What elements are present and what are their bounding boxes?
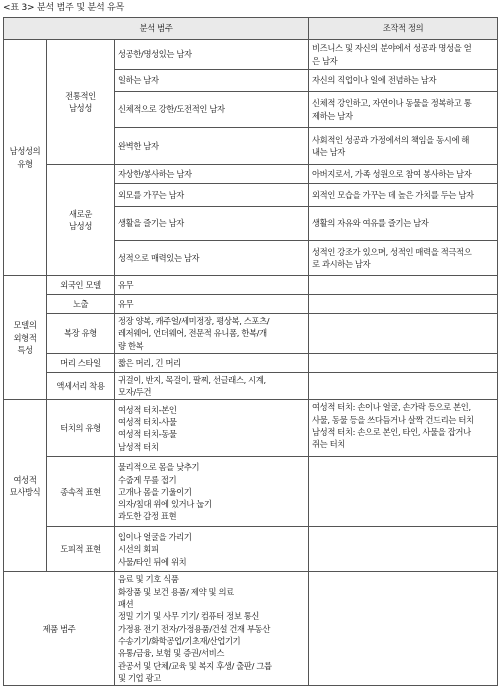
expression-items-line: 여성적 터치-동물: [118, 429, 177, 440]
expression-items-line: 사물/타인 뒤에 위치: [118, 556, 187, 567]
appearance-items: [115, 372, 309, 400]
header-row: [4, 18, 498, 40]
expression-sub: [47, 457, 115, 527]
appearance-sub-line: 액세서리 착용: [56, 381, 105, 392]
masculinity-definition-line: 은 남자: [312, 55, 338, 66]
masculinity-item-line: 자상한/봉사하는 남자: [118, 168, 192, 179]
appearance-items-line: 짧은 머리, 긴 머리: [118, 357, 181, 368]
appearance-items-line: 모자/두건: [118, 387, 152, 398]
masculinity-item-line: 외모를 가꾸는 남자: [118, 189, 184, 200]
expression-items-line: 남성적 터치: [118, 441, 159, 452]
masculinity-definition-line: 외적인 모습을 가꾸는 데 높은 가치를 두는 남자: [312, 189, 474, 200]
masculinity-definition: [309, 207, 498, 241]
expression-sub: [47, 400, 115, 457]
table-row: [4, 527, 498, 572]
appearance-items: [115, 295, 309, 314]
header-definition: [309, 18, 498, 40]
appearance-items-line: 유무: [118, 298, 134, 309]
product-items-line: 가정용 전기 전자/가정용품/건설 건재 부동산: [118, 623, 271, 634]
masculinity-definition-line: 성적인 강조가 있으며, 성적인 매력을 적극적으: [312, 246, 472, 257]
appearance-sub: [47, 372, 115, 400]
masculinity-definition-line: 아버지로서, 가족 성원으로 참여 봉사하는 남자: [312, 168, 472, 179]
traditional-label: [47, 40, 115, 165]
masculinity-definition: [309, 92, 498, 128]
product-items-line: 관공서 및 단체/교육 및 복지 후생/ 출판/ 그룹: [118, 660, 272, 671]
masculinity-label: [4, 40, 47, 276]
header-definition-line: 조작적 정의: [382, 23, 424, 34]
masculinity-definition: [309, 165, 498, 184]
expression-label-line: 여성적: [13, 474, 37, 485]
expression-definition-line: 남성적 터치: 손으로 본인, 타인, 사물을 잡거나: [312, 427, 471, 438]
expression-items-line: 과도한 감정 표현: [118, 511, 177, 522]
expression-items-line: 여성적 터치-본인: [118, 404, 177, 415]
expression-definition: [309, 527, 498, 572]
traditional-label-line: 전통적인: [65, 90, 96, 101]
table-row: [4, 276, 498, 295]
masculinity-definition-line: 자신의 직업이나 일에 전념하는 남자: [312, 75, 437, 86]
header-category: [4, 18, 309, 40]
product-label-line: 제품 범주: [42, 623, 76, 634]
header-category-line: 분석 범주: [139, 23, 173, 34]
appearance-definition: [309, 372, 498, 400]
table-row: [4, 353, 498, 372]
table-row: [4, 165, 498, 184]
expression-sub-line: 도피적 표현: [60, 544, 101, 555]
table-row: [4, 572, 498, 686]
product-items-line: 패션: [118, 599, 134, 610]
expression-items: [115, 457, 309, 527]
expression-sub-line: 터치의 유형: [60, 423, 101, 434]
masculinity-item: [115, 165, 309, 184]
masculinity-item-line: 일하는 남자: [118, 75, 159, 86]
masculinity-definition-line: 생활의 자유와 여유를 즐기는 남자: [312, 218, 429, 229]
analysis-table: [3, 17, 498, 686]
expression-items-line: 고개나 몸을 기울이기: [118, 486, 192, 497]
expression-items-line: 수줍게 무릎 접기: [118, 474, 177, 485]
appearance-definition: [309, 314, 498, 354]
masculinity-definition-line: 제하는 남자: [312, 110, 353, 121]
masculinity-item: [115, 92, 309, 128]
product-items-line: 정밀 기기 및 사무 기기/ 컴퓨터 정보 통신: [118, 611, 260, 622]
appearance-definition: [309, 276, 498, 295]
table-row: [4, 314, 498, 354]
product-label: [4, 572, 115, 686]
masculinity-definition: [309, 70, 498, 92]
appearance-sub: [47, 276, 115, 295]
appearance-items-line: 유무: [118, 279, 134, 290]
appearance-items: [115, 353, 309, 372]
masculinity-definition-line: 내는 남자: [312, 147, 345, 157]
appearance-items-line: 귀걸이, 반지, 목걸이, 팔찌, 선글래스, 시계,: [118, 374, 266, 385]
appearance-label-line: 특성: [17, 344, 33, 355]
expression-sub-line: 종속적 표현: [60, 486, 101, 497]
expression-items-line: 입이나 얼굴을 가리기: [118, 532, 192, 543]
appearance-label-line: 모델의: [13, 320, 37, 331]
product-items-line: 음료 및 기호 식품: [118, 574, 179, 585]
masculinity-item: [115, 241, 309, 276]
table-row: [4, 295, 498, 314]
new-label: [47, 165, 115, 276]
appearance-definition: [309, 295, 498, 314]
masculinity-definition-line: 신체적 강인하고, 자연이나 동물을 정복하고 통: [312, 98, 472, 109]
appearance-items-line: 정장 양복, 캐주얼/세미정장, 평상복, 스포츠/: [118, 316, 270, 326]
table-row: [4, 372, 498, 400]
masculinity-definition: [309, 40, 498, 70]
appearance-label: [4, 276, 47, 400]
product-definition: [309, 572, 498, 686]
appearance-sub-line: 외국인 모델: [60, 279, 101, 290]
masculinity-item: [115, 40, 309, 70]
masculinity-item-line: 완벽한 남자: [118, 140, 159, 151]
expression-definition-line: 쥐는 터치: [312, 439, 345, 450]
masculinity-definition: [309, 184, 498, 207]
expression-label: [4, 400, 47, 572]
expression-definition-line: 사물, 동물 등을 쓰다듬거나 살짝 건드리는 터치: [312, 414, 474, 425]
table-caption: <표 3> 분석 범주 및 분석 유목: [3, 3, 125, 13]
product-items: [115, 572, 309, 686]
expression-items-line: 여성적 터치-사물: [118, 417, 177, 428]
masculinity-item-line: 성적으로 매력있는 남자: [118, 252, 200, 263]
appearance-sub-line: 머리 스타일: [60, 357, 101, 368]
appearance-sub: [47, 353, 115, 372]
new-label-line: 새로운: [69, 208, 92, 219]
expression-items-line: 시선의 회피: [118, 544, 159, 555]
product-items-line: 및 기업 광고: [118, 672, 161, 683]
appearance-label-line: 외형적: [13, 332, 37, 343]
traditional-label-line: 남성성: [69, 103, 92, 113]
masculinity-item: [115, 184, 309, 207]
masculinity-label-line: 남성성의: [9, 146, 41, 157]
expression-items-line: 의자/침대 위에 있거나 눕기: [118, 499, 212, 510]
masculinity-definition-line: 비즈니스 및 자신의 분야에서 성공과 명성을 얻: [312, 43, 472, 54]
appearance-items-line: 레저웨어, 언더웨어, 전문적 유니폼, 한복/개: [118, 328, 267, 339]
expression-items-line: 물리적으로 몸을 낮추기: [118, 462, 200, 473]
masculinity-item-line: 생활을 즐기는 남자: [118, 218, 184, 229]
masculinity-item-line: 신체적으로 강한/도전적인 남자: [118, 104, 225, 115]
expression-definition-line: 여성적 터치: 손이나 얼굴, 손가락 등으로 본인,: [312, 402, 471, 413]
masculinity-item: [115, 207, 309, 241]
appearance-sub: [47, 314, 115, 354]
table-row: [4, 457, 498, 527]
masculinity-label-line: 유형: [17, 158, 33, 169]
masculinity-item: [115, 128, 309, 165]
appearance-items: [115, 276, 309, 295]
product-items-line: 유통/금융, 보험 및 증권/서비스: [118, 648, 225, 659]
appearance-definition: [309, 353, 498, 372]
masculinity-definition: [309, 241, 498, 276]
masculinity-definition: [309, 128, 498, 165]
table-row: [4, 40, 498, 70]
masculinity-item-line: 성공한/명성있는 남자: [118, 49, 192, 60]
appearance-items: [115, 314, 309, 354]
expression-label-line: 묘사방식: [9, 486, 41, 497]
expression-items: [115, 527, 309, 572]
appearance-sub: [47, 295, 115, 314]
table-row: [4, 400, 498, 457]
appearance-items-line: 량 한복: [118, 340, 144, 351]
masculinity-definition-line: 로 과시하는 남자: [312, 259, 371, 269]
expression-definition: [309, 457, 498, 527]
new-label-line: 남성성: [69, 221, 92, 231]
masculinity-definition-line: 사회적인 성공과 가정에서의 책임을 동시에 해: [312, 134, 470, 145]
expression-sub: [47, 527, 115, 572]
appearance-sub-line: 노출: [72, 298, 89, 309]
masculinity-item: [115, 70, 309, 92]
product-items-line: 수송기기/화학공업/기초재/산업기기: [118, 635, 241, 646]
expression-definition: [309, 400, 498, 457]
product-items-line: 화장품 및 보건 용품/ 제약 및 의료: [118, 586, 234, 597]
expression-items: [115, 400, 309, 457]
appearance-sub-line: 복장 유형: [64, 328, 97, 339]
